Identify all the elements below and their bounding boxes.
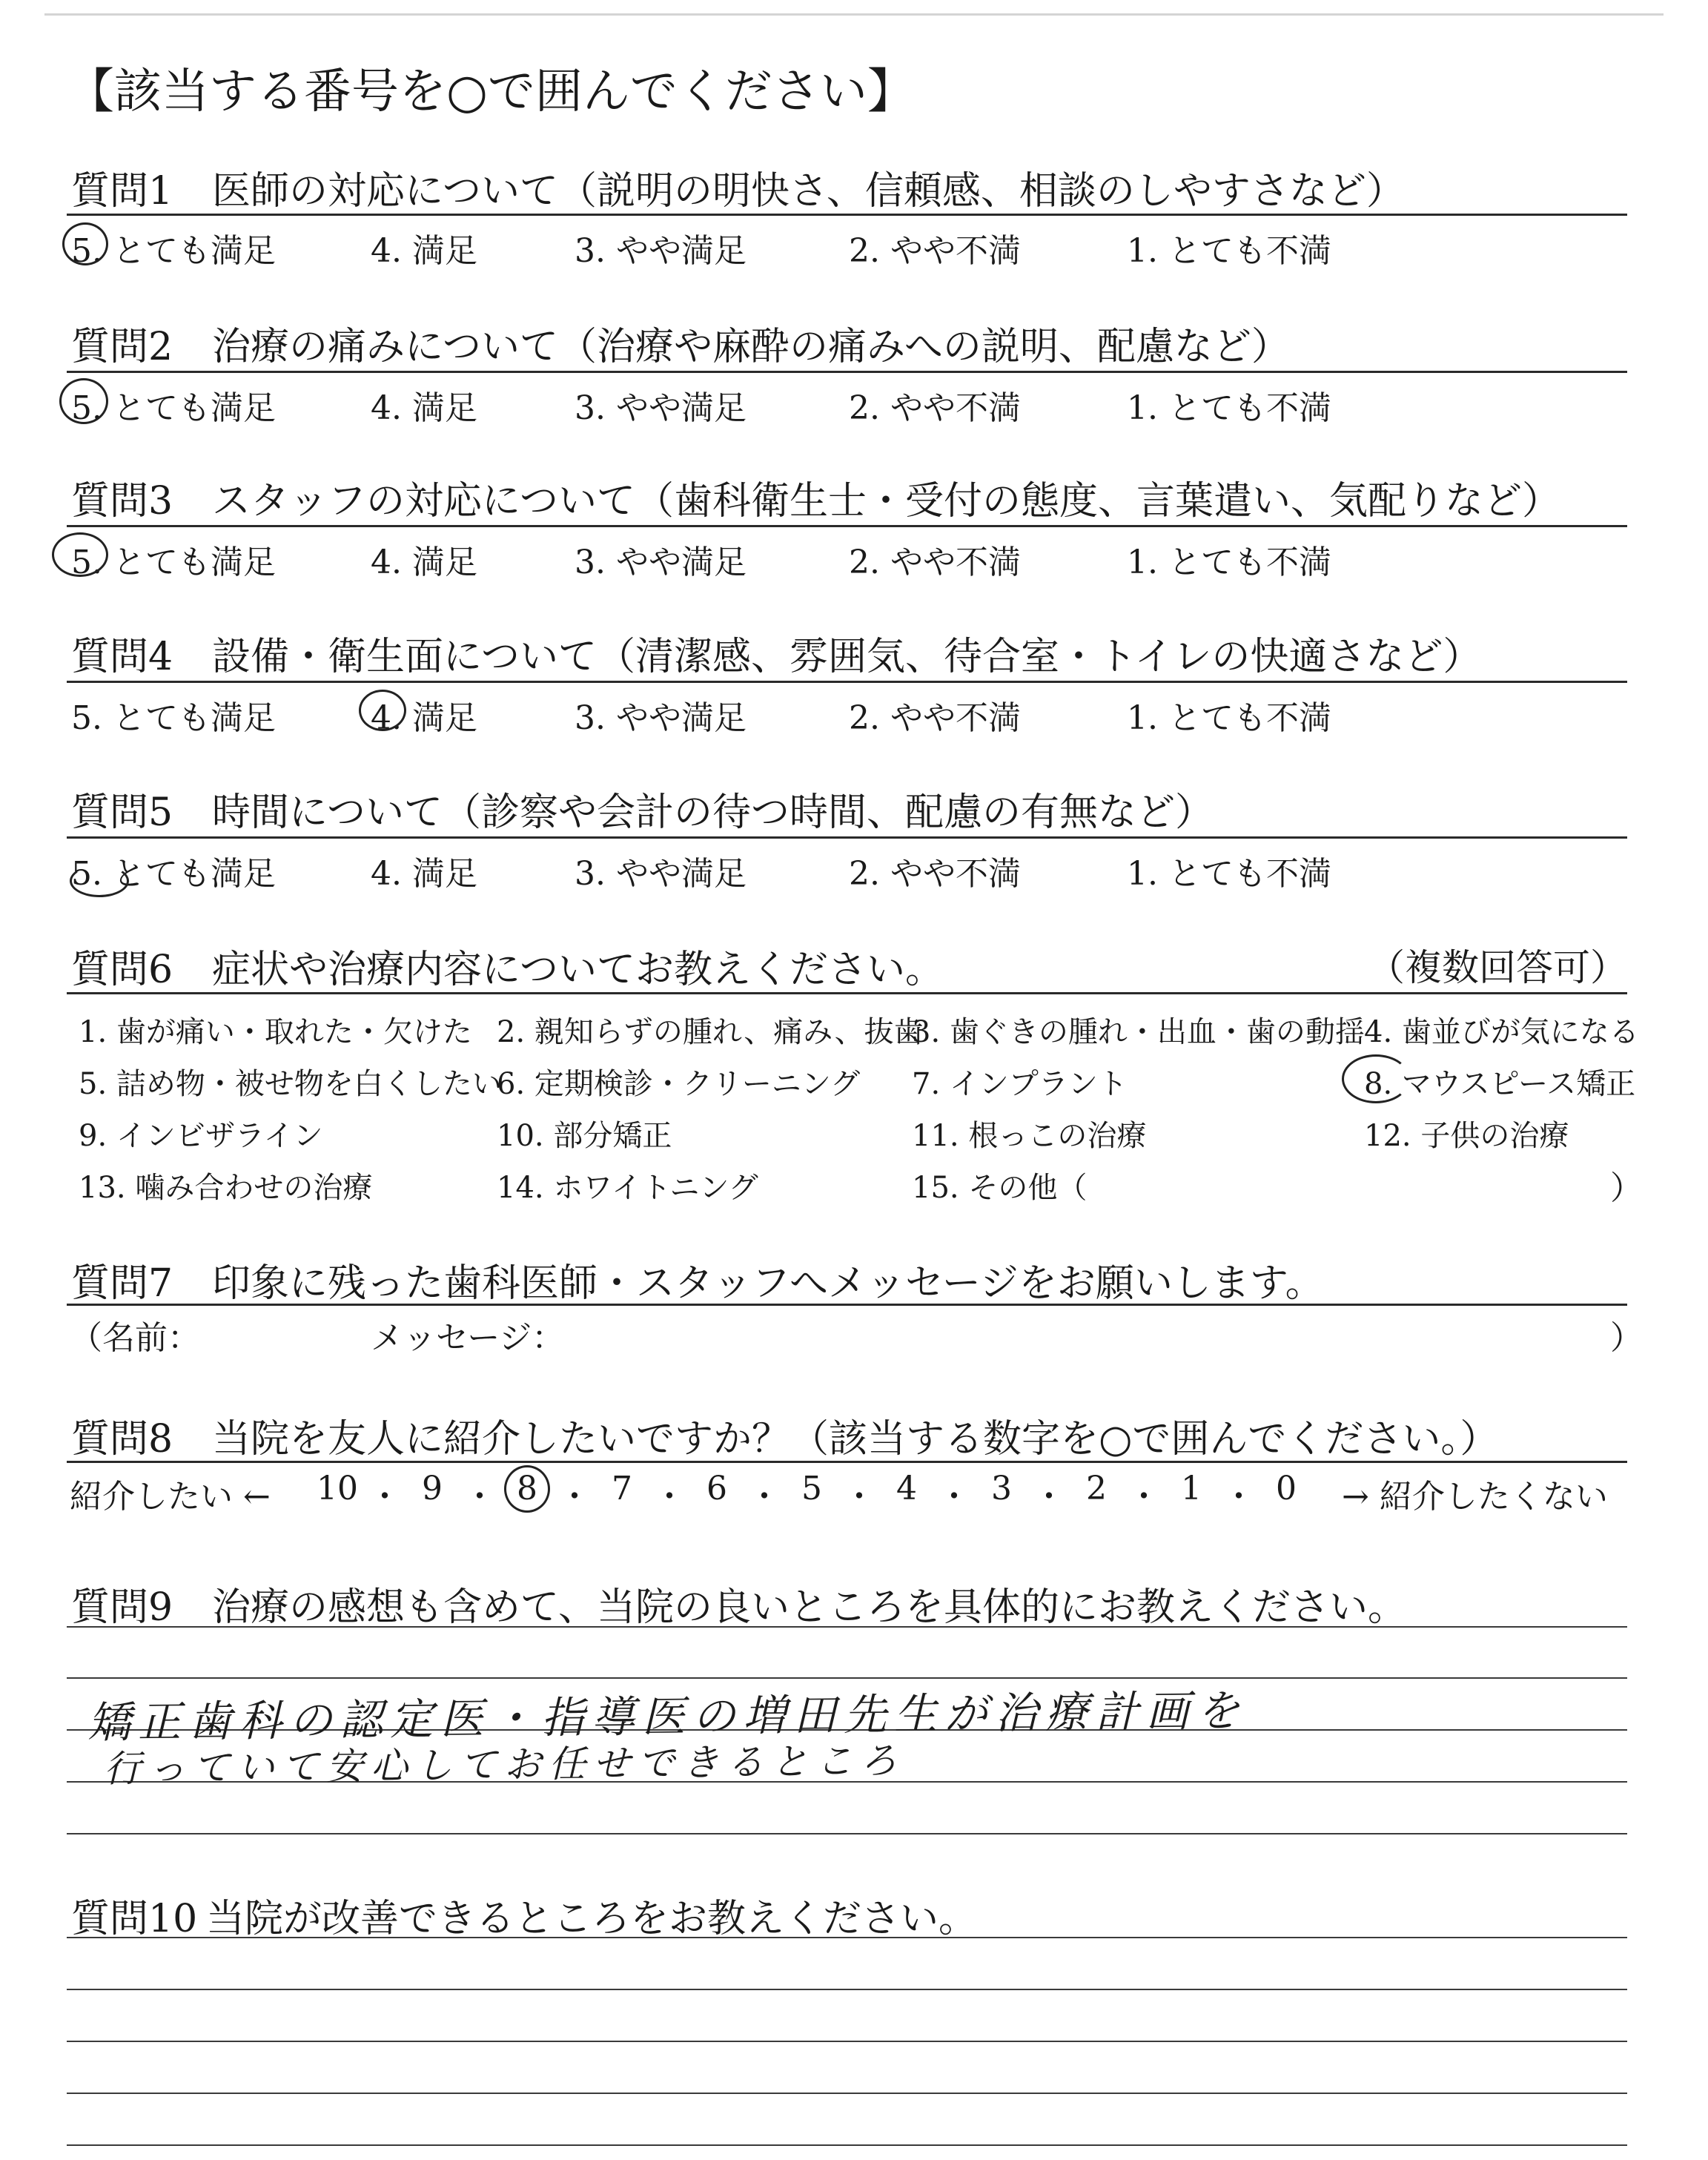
q3-option-5[interactable]: 5. とても満足 [71, 544, 276, 581]
q6-item-8[interactable]: 8. マウスピース矯正 [1364, 1067, 1636, 1101]
q8-scale-separator: ・ [843, 1478, 875, 1516]
q6-item-11[interactable]: 11. 根っこの治療 [912, 1119, 1147, 1153]
q8-scale-separator: ・ [558, 1478, 591, 1516]
q3-number: 質問3 [71, 479, 173, 524]
q6-item-3[interactable]: 3. 歯ぐきの腫れ・出血・歯の動揺 [912, 1015, 1365, 1049]
q6-other-close-paren: ） [1610, 1169, 1643, 1207]
q8-scale-3[interactable]: 3 [991, 1470, 1012, 1507]
q2-option-5[interactable]: 5. とても満足 [71, 389, 276, 427]
q6-rule [67, 992, 1627, 994]
q2-heading [71, 315, 1290, 371]
q1-option-1[interactable]: 1. とても不満 [1127, 232, 1331, 270]
q10-line-5 [67, 2144, 1627, 2146]
q5-number: 質問5 [71, 790, 173, 835]
q4-option-2[interactable]: 2. やや不満 [849, 699, 1021, 737]
q10-number: 質問10 [71, 1897, 198, 1941]
q3-option-1[interactable]: 1. とても不満 [1127, 544, 1331, 581]
q9-answer-line-1: 矯正歯科の認定医・指導医の増田先生が治療計画を [87, 1685, 1248, 1748]
q4-text: 設備・衛生面について（清潔感、雰囲気、待合室・トイレの快適さなど） [212, 635, 1482, 679]
q10-heading [71, 1887, 977, 1943]
q7-text: 印象に残った歯科医師・スタッフへメッセージをお願いします。 [212, 1261, 1324, 1306]
q8-scale [311, 1470, 1334, 1514]
q10-line-4 [67, 2093, 1627, 2094]
q8-right-label: → 紹介したくない [1342, 1478, 1608, 1516]
q4-option-1[interactable]: 1. とても不満 [1127, 699, 1331, 737]
q6-item-12[interactable]: 12. 子供の治療 [1364, 1119, 1569, 1153]
q2-option-2[interactable]: 2. やや不満 [849, 389, 1021, 427]
q5-option-3[interactable]: 3. やや満足 [575, 855, 747, 893]
q8-left-label: 紹介したい ← [70, 1478, 271, 1516]
q1-number: 質問1 [71, 169, 173, 214]
q8-scale-separator: ・ [368, 1478, 401, 1516]
q1-option-4[interactable]: 4. 満足 [371, 232, 477, 270]
q6-item-10[interactable]: 10. 部分矯正 [497, 1119, 672, 1153]
q2-option-4[interactable]: 4. 満足 [371, 389, 477, 427]
q7-heading [71, 1252, 1324, 1307]
q8-heading [71, 1407, 1498, 1463]
q6-text: 症状や治療内容についてお教えください。 [212, 948, 944, 992]
q5-text: 時間について（診察や会計の待つ時間、配慮の有無など） [212, 790, 1214, 835]
q8-scale-10[interactable]: 10 [317, 1470, 358, 1507]
q7-number: 質問7 [71, 1261, 173, 1306]
q6-item-14[interactable]: 14. ホワイトニング [497, 1171, 758, 1205]
q9-heading [71, 1576, 1406, 1631]
q4-option-4[interactable]: 4. 満足 [371, 699, 477, 737]
q5-rule [67, 836, 1627, 839]
q3-option-2[interactable]: 2. やや不満 [849, 544, 1021, 581]
q1-text: 医師の対応について（説明の明快さ、信頼感、相談のしやすさなど） [212, 169, 1405, 214]
q4-heading [71, 625, 1481, 681]
q1-heading [71, 159, 1405, 215]
q1-rule [67, 214, 1627, 216]
q3-text: スタッフの対応について（歯科衛生士・受付の態度、言葉遣い、気配りなど） [212, 479, 1560, 524]
q8-scale-6[interactable]: 6 [706, 1470, 727, 1507]
q6-item-13[interactable]: 13. 噛み合わせの治療 [79, 1171, 373, 1205]
q7-message-label: メッセージ： [371, 1319, 565, 1357]
q8-number: 質問8 [71, 1417, 173, 1462]
q9-line-5 [67, 1833, 1627, 1834]
q9-line-1 [67, 1626, 1627, 1628]
q8-scale-separator: ・ [653, 1478, 686, 1516]
q8-scale-2[interactable]: 2 [1086, 1470, 1107, 1507]
top-edge-line [44, 13, 1664, 16]
q6-heading [71, 938, 944, 994]
q6-item-9[interactable]: 9. インビザライン [79, 1119, 323, 1153]
q9-answer-line-2: 行っていて安心してお任せできるところ [103, 1739, 905, 1791]
q7-rule [67, 1304, 1627, 1306]
q8-text: 当院を友人に紹介したいですか？（該当する数字を○で囲んでください。） [212, 1417, 1499, 1462]
q3-heading [71, 469, 1560, 525]
q8-scale-9[interactable]: 9 [422, 1470, 443, 1507]
q6-number: 質問6 [71, 948, 173, 992]
q5-option-5[interactable]: 5. とても満足 [71, 855, 276, 893]
q2-number: 質問2 [71, 325, 173, 369]
q8-scale-separator: ・ [463, 1478, 496, 1516]
q8-scale-separator: ・ [1128, 1478, 1160, 1516]
q8-scale-4[interactable]: 4 [896, 1470, 917, 1507]
q5-option-1[interactable]: 1. とても不満 [1127, 855, 1331, 893]
page-title: 【該当する番号を○で囲んでください】 [67, 65, 915, 119]
q8-scale-separator: ・ [938, 1478, 970, 1516]
q2-option-3[interactable]: 3. やや満足 [575, 389, 747, 427]
q9-text: 治療の感想も含めて、当院の良いところを具体的にお教えください。 [212, 1585, 1406, 1630]
q4-number: 質問4 [71, 635, 173, 679]
q6-multiple-answers-note: （複数回答可） [1368, 946, 1627, 989]
q6-item-7[interactable]: 7. インプラント [912, 1067, 1128, 1101]
q3-option-3[interactable]: 3. やや満足 [575, 544, 747, 581]
q6-item-15[interactable]: 15. その他（ [912, 1171, 1088, 1205]
q6-item-4[interactable]: 4. 歯並びが気になる [1364, 1015, 1639, 1049]
q3-option-4[interactable]: 4. 満足 [371, 544, 477, 581]
q10-line-2 [67, 1989, 1627, 1990]
q6-item-6[interactable]: 6. 定期検診・クリーニング [497, 1067, 861, 1101]
q1-option-2[interactable]: 2. やや不満 [849, 232, 1021, 270]
q2-text: 治療の痛みについて（治療や麻酔の痛みへの説明、配慮など） [212, 325, 1290, 369]
q7-close-paren: ） [1610, 1319, 1643, 1357]
q3-rule [67, 525, 1627, 527]
q4-rule [67, 681, 1627, 683]
q8-scale-8[interactable]: 8 [517, 1470, 537, 1507]
q4-option-5[interactable]: 5. とても満足 [71, 699, 276, 737]
q5-heading [71, 781, 1214, 836]
q5-option-4[interactable]: 4. 満足 [371, 855, 477, 893]
q6-item-1[interactable]: 1. 歯が痛い・取れた・欠けた [79, 1015, 472, 1049]
q9-line-2 [67, 1677, 1627, 1679]
q8-scale-7[interactable]: 7 [612, 1470, 632, 1507]
q1-option-5[interactable]: 5. とても満足 [71, 232, 276, 270]
q6-item-5[interactable]: 5. 詰め物・被せ物を白くしたい [79, 1067, 502, 1101]
q2-option-1[interactable]: 1. とても不満 [1127, 389, 1331, 427]
q7-name-label: （名前： [70, 1319, 200, 1357]
q8-scale-separator: ・ [748, 1478, 781, 1516]
q8-scale-separator: ・ [1033, 1478, 1065, 1516]
q4-option-3[interactable]: 3. やや満足 [575, 699, 747, 737]
q10-line-1 [67, 1937, 1627, 1938]
q2-rule [67, 371, 1627, 373]
q5-option-2[interactable]: 2. やや不満 [849, 855, 1021, 893]
q8-rule [67, 1461, 1627, 1463]
q8-scale-1[interactable]: 1 [1181, 1470, 1202, 1507]
q8-scale-separator: ・ [1222, 1478, 1255, 1516]
q1-option-3[interactable]: 3. やや満足 [575, 232, 747, 270]
q8-scale-5[interactable]: 5 [801, 1470, 822, 1507]
q10-text: 当院が改善できるところをお教えください。 [206, 1897, 978, 1941]
q10-line-3 [67, 2041, 1627, 2042]
q8-scale-0[interactable]: 0 [1276, 1470, 1297, 1507]
q6-item-2[interactable]: 2. 親知らずの腫れ、痛み、抜歯 [497, 1015, 924, 1049]
q9-number: 質問9 [71, 1585, 173, 1630]
